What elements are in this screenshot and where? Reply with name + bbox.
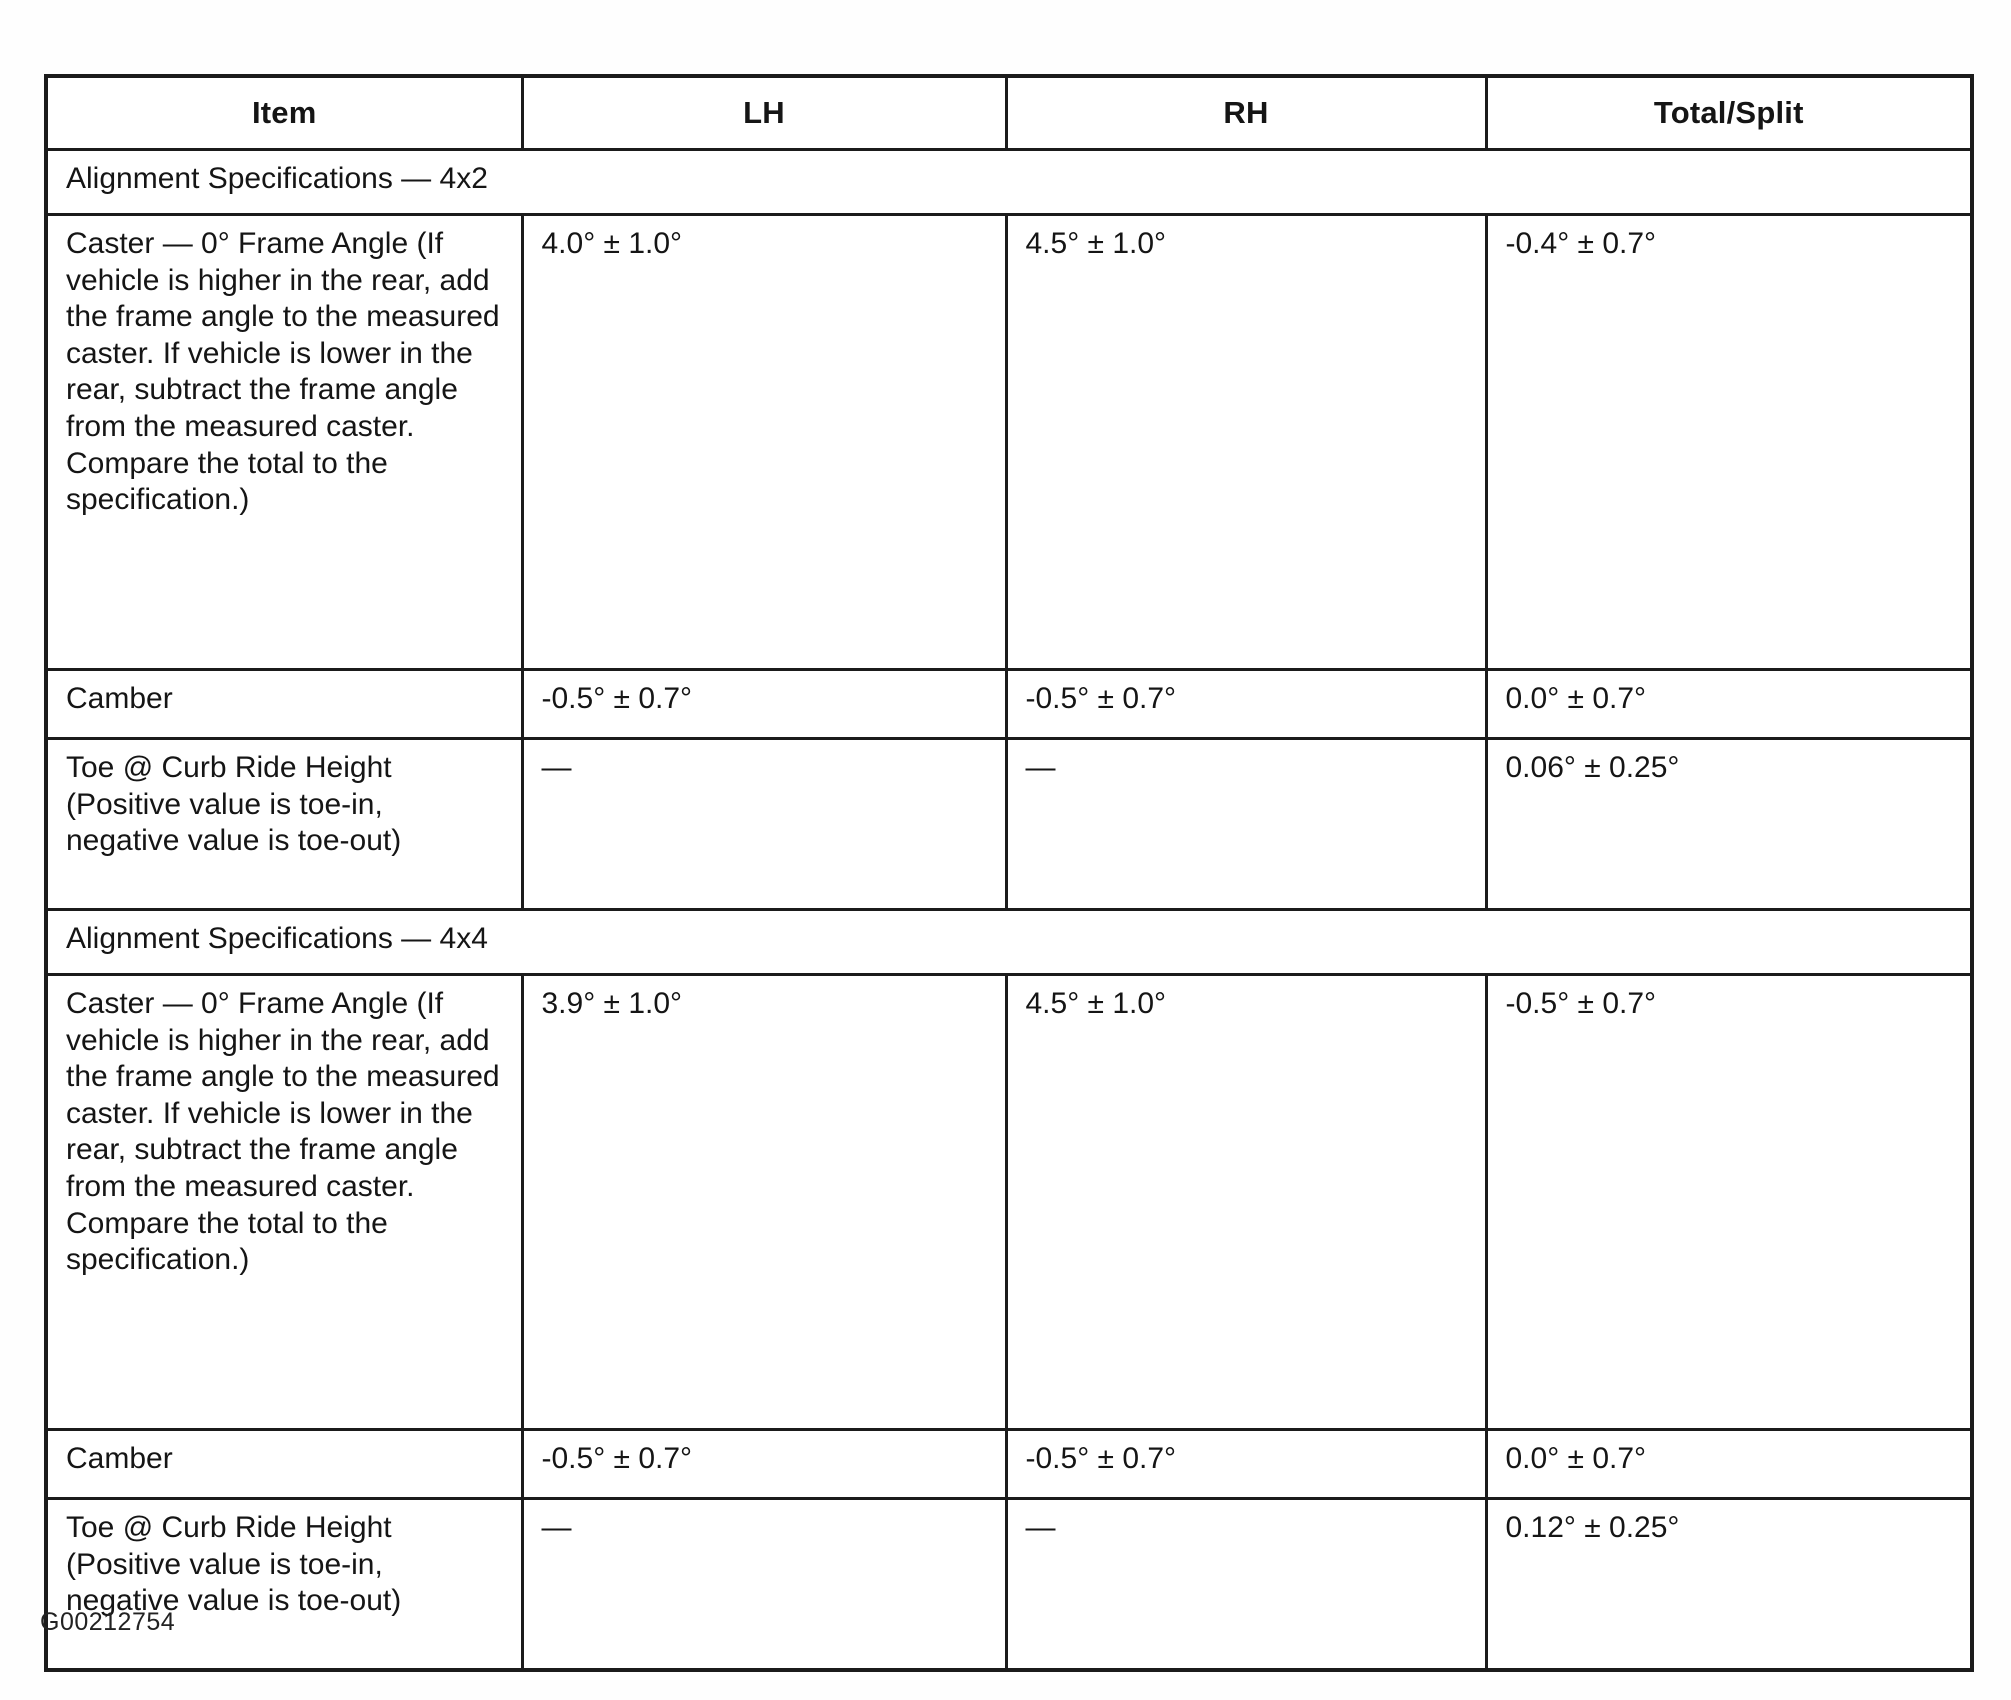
section-header-4x2	[46, 150, 1972, 215]
lh-cell: 3.9° ± 1.0°	[522, 975, 1006, 1430]
section-title: Alignment Specifications — 4x2	[46, 150, 1972, 215]
table-row-caster-4x2	[46, 215, 1972, 670]
lh-cell: -0.5° ± 0.7°	[522, 670, 1006, 739]
total-cell: -0.4° ± 0.7°	[1486, 215, 1972, 670]
item-cell: Caster — 0° Frame Angle (If vehicle is higher in the rear, add the frame angle to the measured caster. If vehicle is lower in the rear, subtract the frame angle from the measured caster. Compare the total to the specification.)	[46, 975, 522, 1430]
total-cell: 0.0° ± 0.7°	[1486, 670, 1972, 739]
table-row-caster-4x4	[46, 975, 1972, 1430]
lh-cell: —	[522, 739, 1006, 910]
item-cell: Toe @ Curb Ride Height (Positive value is toe-in, negative value is toe-out)	[46, 1499, 522, 1671]
rh-cell: —	[1006, 739, 1486, 910]
table-header-row	[46, 76, 1972, 150]
table-row-toe-4x2	[46, 739, 1972, 910]
item-cell: Camber	[46, 1430, 522, 1499]
column-header-rh: RH	[1006, 76, 1486, 150]
total-cell: -0.5° ± 0.7°	[1486, 975, 1972, 1430]
table-row-camber-4x2	[46, 670, 1972, 739]
column-header-lh: LH	[522, 76, 1006, 150]
column-header-total: Total/Split	[1486, 76, 1972, 150]
rh-cell: -0.5° ± 0.7°	[1006, 1430, 1486, 1499]
rh-cell: —	[1006, 1499, 1486, 1671]
lh-cell: -0.5° ± 0.7°	[522, 1430, 1006, 1499]
table-row-toe-4x4	[46, 1499, 1972, 1671]
lh-cell: —	[522, 1499, 1006, 1671]
item-cell: Toe @ Curb Ride Height (Positive value is toe-in, negative value is toe-out)	[46, 739, 522, 910]
total-cell: 0.12° ± 0.25°	[1486, 1499, 1972, 1671]
total-cell: 0.0° ± 0.7°	[1486, 1430, 1972, 1499]
column-header-item: Item	[46, 76, 522, 150]
item-cell: Camber	[46, 670, 522, 739]
total-cell: 0.06° ± 0.25°	[1486, 739, 1972, 910]
rh-cell: -0.5° ± 0.7°	[1006, 670, 1486, 739]
rh-cell: 4.5° ± 1.0°	[1006, 215, 1486, 670]
item-cell: Caster — 0° Frame Angle (If vehicle is higher in the rear, add the frame angle to the measured caster. If vehicle is lower in the rear, subtract the frame angle from the measured caster. Compare the total to the specification.)	[46, 215, 522, 670]
table-row-camber-4x4	[46, 1430, 1972, 1499]
lh-cell: 4.0° ± 1.0°	[522, 215, 1006, 670]
section-title: Alignment Specifications — 4x4	[46, 910, 1972, 975]
alignment-spec-table	[44, 74, 1974, 1672]
section-header-4x4	[46, 910, 1972, 975]
rh-cell: 4.5° ± 1.0°	[1006, 975, 1486, 1430]
figure-id: G00212754	[40, 1608, 176, 1636]
